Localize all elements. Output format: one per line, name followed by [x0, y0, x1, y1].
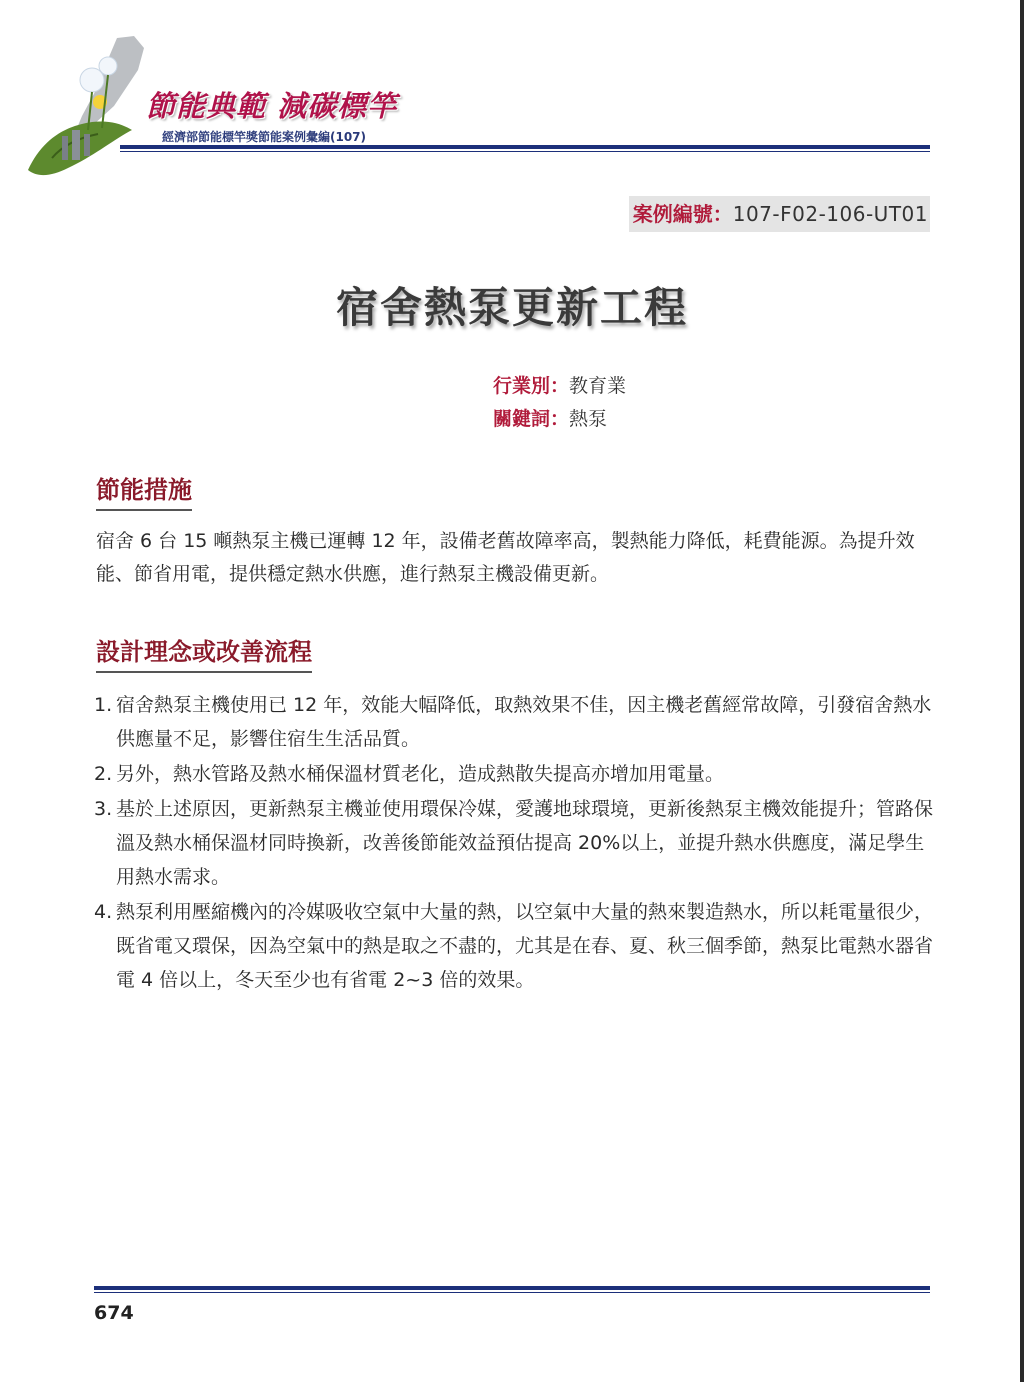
header-rule — [120, 145, 930, 149]
page-title: 宿舍熱泵更新工程 — [335, 283, 688, 332]
footer-rule — [94, 1286, 930, 1290]
list-item-number: 3. — [94, 798, 113, 820]
taiwan-leaf-logo-icon — [22, 30, 162, 180]
list-item-text: 熱泵利用壓縮機內的冷媒吸收空氣中大量的熱，以空氣中大量的熱來製造熱水，所以耗電量很少，既省電又環保，因為空氣中的熱是取之不盡的，尤其是在春、夏、秋三個季節，熱泵比電熱水器省電 4 倍以上，冬天至少也有省電 2~3 倍的效果。 — [116, 901, 934, 991]
page-number: 674 — [94, 1302, 134, 1324]
page-edge — [1020, 0, 1024, 1382]
list-item-number: 2. — [94, 763, 113, 785]
header-title: 節能典範 減碳標竿 — [146, 89, 398, 123]
list-item-number: 1. — [94, 694, 113, 716]
list-item-text: 基於上述原因，更新熱泵主機並使用環保冷媒，愛護地球環境，更新後熱泵主機效能提升；管路保溫及熱水桶保溫材同時換新，改善後節能效益預估提高 20%以上，並提升熱水供應度，滿足學生用熱水需求。 — [116, 798, 934, 888]
case-meta — [493, 370, 626, 436]
list-item — [94, 757, 936, 791]
keyword-label: 關鍵詞： — [493, 408, 570, 430]
case-number-box — [629, 196, 930, 232]
list-item — [94, 688, 936, 756]
list-item — [94, 792, 936, 894]
list-item-text: 宿舍熱泵主機使用已 12 年，效能大幅降低，取熱效果不佳，因主機老舊經常故障，引發宿舍熱水供應量不足，影響住宿生生活品質。 — [116, 694, 932, 750]
industry-row — [493, 370, 626, 403]
section-heading-measures: 節能措施 — [96, 470, 192, 511]
keyword-row — [493, 403, 626, 436]
header-subtitle: 經濟部節能標竿獎節能案例彙編(107) — [162, 130, 367, 144]
case-number-label: 案例編號： — [632, 202, 733, 226]
section-heading-design: 設計理念或改善流程 — [96, 632, 312, 673]
keyword-value: 熱泵 — [569, 408, 608, 430]
measures-paragraph: 宿舍 6 台 15 噸熱泵主機已運轉 12 年，設備老舊故障率高，製熱能力降低，耗費能源。為提升效能、節省用電，提供穩定熱水供應，進行熱泵主機設備更新。 — [96, 530, 915, 585]
header-rule-thin — [120, 151, 930, 152]
list-item-text: 另外，熱水管路及熱水桶保溫材質老化，造成熱散失提高亦增加用電量。 — [116, 763, 725, 785]
industry-label: 行業別： — [493, 375, 570, 397]
list-item-number: 4. — [94, 901, 113, 923]
header-logo — [22, 30, 162, 180]
industry-value: 教育業 — [569, 375, 627, 397]
list-item — [94, 895, 936, 997]
case-number-value: 107-F02-106-UT01 — [732, 202, 928, 226]
footer-rule-thin — [94, 1292, 930, 1293]
design-list — [94, 688, 936, 998]
